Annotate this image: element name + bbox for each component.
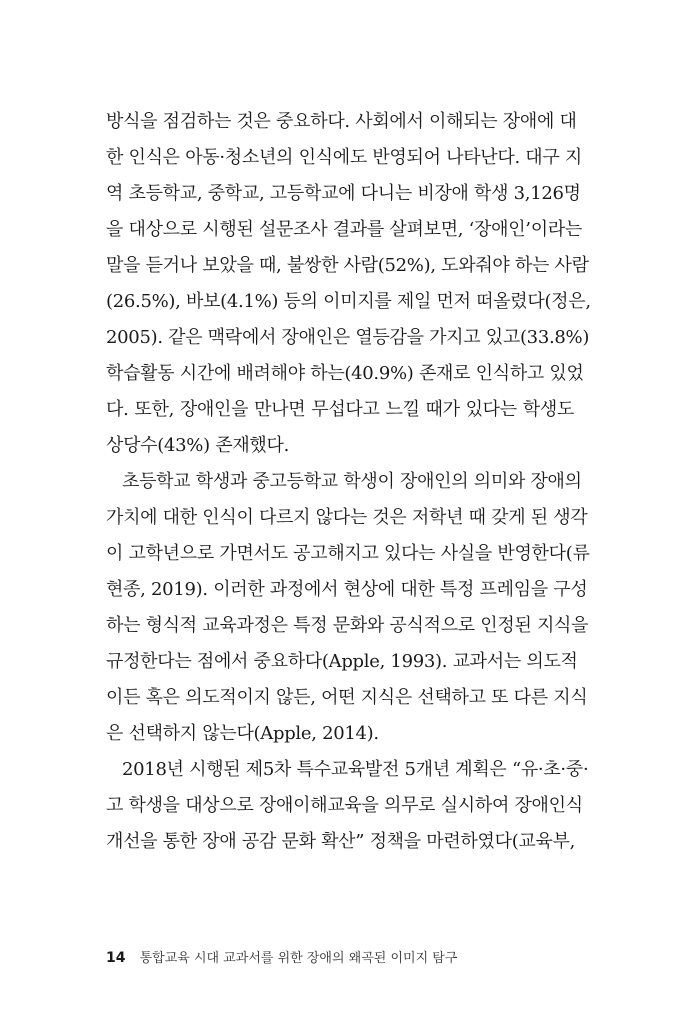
page-footer	[106, 948, 457, 968]
text-line: 2018년 시행된 제5차 특수교육발전 5개년 계획은 “유·초·중·	[122, 759, 589, 780]
text-line: 상당수(43%) 존재했다.	[106, 435, 290, 456]
running-title: 통합교육 시대 교과서를 위한 장애의 왜곡된 이미지 탐구	[139, 951, 458, 966]
text-line: 한 인식은 아동·청소년의 인식에도 반영되어 나타난다. 대구 지	[106, 147, 582, 168]
text-line: 현종, 2019). 이러한 과정에서 현상에 대한 특정 프레임을 구성	[106, 579, 588, 600]
text-line: 학습활동 시간에 배려해야 하는(40.9%) 존재로 인식하고 있었	[106, 363, 584, 384]
text-line: 2005). 같은 맥락에서 장애인은 열등감을 가지고 있고(33.8%)	[106, 327, 590, 348]
text-line: 방식을 점검하는 것은 중요하다. 사회에서 이해되는 장애에 대	[106, 111, 577, 132]
text-line: 초등학교 학생과 중고등학교 학생이 장애인의 의미와 장애의	[122, 471, 582, 492]
text-line: 말을 듣거나 보았을 때, 불쌍한 사람(52%), 도와줘야 하는 사람	[106, 255, 589, 276]
text-line: 역 초등학교, 중학교, 고등학교에 다니는 비장애 학생 3,126명	[106, 183, 581, 204]
page-number: 14	[106, 950, 126, 966]
text-line: 이 고학년으로 가면서도 공고해지고 있다는 사실을 반영한다(류	[106, 543, 590, 564]
text-line: 은 선택하지 않는다(Apple, 2014).	[106, 723, 379, 744]
text-line: 개선을 통한 장애 공감 문화 확산” 정책을 마련하였다(교육부,	[106, 831, 576, 852]
text-line: 다. 또한, 장애인을 만나면 무섭다고 느낄 때가 있다는 학생도	[106, 399, 574, 420]
text-line: 이든 혹은 의도적이지 않든, 어떤 지식은 선택하고 또 다른 지식	[106, 687, 588, 708]
text-line: (26.5%), 바보(4.1%) 등의 이미지를 제일 먼저 떠올렸다(정은,	[106, 291, 591, 312]
text-line: 가치에 대한 인식이 다르지 않다는 것은 저학년 때 갖게 된 생각	[106, 507, 588, 528]
text-line: 을 대상으로 시행된 설문조사 결과를 살펴보면, ‘장애인’이라는	[106, 219, 582, 240]
text-line: 하는 형식적 교육과정은 특정 문화와 공식적으로 인정된 지식을	[106, 615, 589, 636]
text-line: 규정한다는 점에서 중요하다(Apple, 1993). 교과서는 의도적	[106, 651, 578, 672]
text-line: 고 학생을 대상으로 장애이해교육을 의무로 실시하여 장애인식	[106, 795, 583, 816]
